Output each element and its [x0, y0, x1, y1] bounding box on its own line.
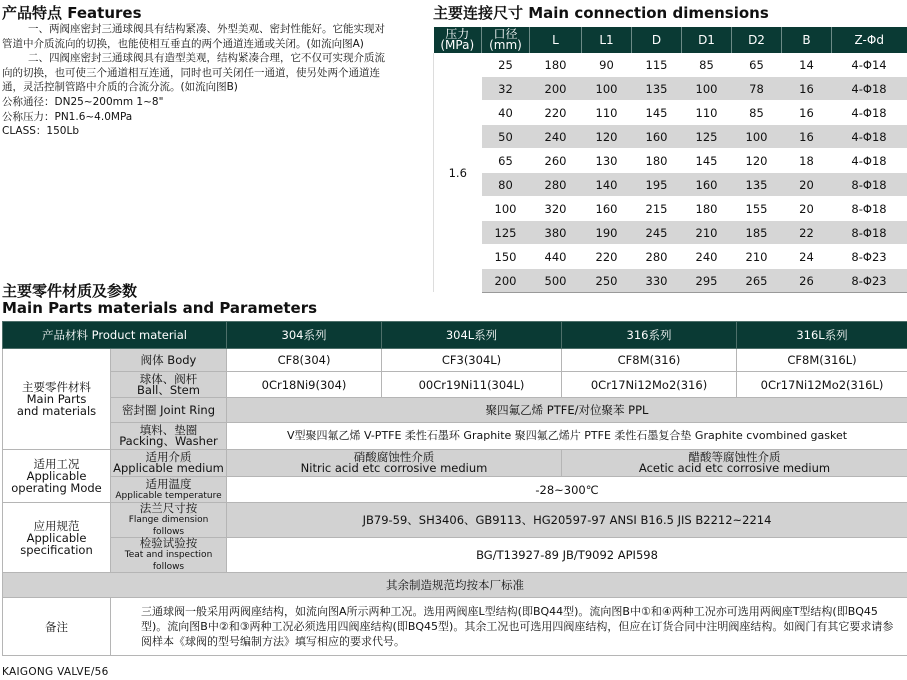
connection-row [434, 173, 907, 197]
connection-cell: 280 [632, 245, 682, 269]
connection-header-cell: L1 [582, 27, 632, 53]
medium-acetic: 醋酸等腐蚀性介质 Acetic acid etc corrosive medium [562, 450, 907, 477]
parts-title-en: Main Parts materials and Parameters [2, 299, 318, 317]
ball-label: 球体、阀杆 Ball、Stem [111, 372, 227, 398]
connection-row [434, 197, 907, 221]
footer-page-label: KAIGONG VALVE/56 [2, 666, 109, 678]
connection-row [434, 77, 907, 101]
body-row [3, 349, 907, 372]
connection-cell: 4-Φ18 [832, 101, 907, 125]
ring-value: 聚四氟乙烯 PTFE/对位聚苯 PPL [227, 398, 907, 423]
connection-cell: 265 [732, 269, 782, 293]
inspection-row [3, 538, 907, 573]
connection-cell: 80 [482, 173, 530, 197]
connection-cell: 120 [582, 125, 632, 149]
connection-cell: 180 [682, 197, 732, 221]
connection-row [434, 101, 907, 125]
connection-cell: 100 [732, 125, 782, 149]
connection-cell: 150 [482, 245, 530, 269]
connection-cell: 180 [632, 149, 682, 173]
connection-header-cell: D2 [732, 27, 782, 53]
connection-cell: 195 [632, 173, 682, 197]
connection-cell: 25 [482, 53, 530, 77]
connection-row [434, 149, 907, 173]
connection-cell: 440 [530, 245, 582, 269]
other-standards-row [3, 573, 907, 598]
connection-header-cell: Z-Φd [832, 27, 907, 53]
connection-cell: 50 [482, 125, 530, 149]
connection-cell: 24 [782, 245, 832, 269]
features-paragraph-1: 一、两阀座密封三通球阀具有结构紧凑、外型美观、密封性能好。它能实现对管道中介质流向的切换，也能使相互垂直的两个通道连通或关闭。(如流向图A) [2, 23, 385, 50]
connection-cell: 26 [782, 269, 832, 293]
connection-cell: 65 [482, 149, 530, 173]
connection-header-cell: D1 [682, 27, 732, 53]
connection-cell: 155 [732, 197, 782, 221]
connection-cell: 380 [530, 221, 582, 245]
connection-cell: 65 [732, 53, 782, 77]
connection-cell: 120 [732, 149, 782, 173]
connection-cell: 90 [582, 53, 632, 77]
connection-cell: 40 [482, 101, 530, 125]
ball-316: 0Cr17Ni12Mo2(316) [562, 372, 737, 398]
pressure-cell: 1.6 [434, 53, 482, 293]
connection-cell: 14 [782, 53, 832, 77]
connection-cell: 8-Φ18 [832, 197, 907, 221]
connection-cell: 32 [482, 77, 530, 101]
connection-cell: 125 [682, 125, 732, 149]
connection-cell: 4-Φ14 [832, 53, 907, 77]
connection-cell: 185 [732, 221, 782, 245]
connection-header-cell: 口径 (mm) [482, 27, 530, 53]
series-316-header: 316系列 [562, 322, 737, 349]
connection-cell: 110 [582, 101, 632, 125]
packing-value: V型聚四氟乙烯 V-PTFE 柔性石墨环 Graphite 聚四氟乙烯片 PTFE 柔性石墨复合垫 Graphite cvombined gasket [227, 423, 907, 450]
connection-cell: 295 [682, 269, 732, 293]
connection-cell: 18 [782, 149, 832, 173]
ball-row [3, 372, 907, 398]
connection-cell: 8-Φ23 [832, 269, 907, 293]
connection-cell: 145 [682, 149, 732, 173]
connection-cell: 140 [582, 173, 632, 197]
note-label: 备注 [3, 598, 111, 656]
flange-label-cn: 法兰尺寸按 [139, 501, 198, 515]
flange-row [3, 503, 907, 538]
connection-cell: 160 [632, 125, 682, 149]
connection-header-cell: 压力 (MPa) [434, 27, 482, 53]
connection-cell: 4-Φ18 [832, 125, 907, 149]
flange-label-en: Flange dimension follows [128, 515, 209, 537]
inspection-value: BG/T13927-89 JB/T9092 API598 [227, 538, 907, 573]
main-parts-group: 主要零件材料 Main Parts and materials [3, 349, 111, 450]
connection-cell: 110 [682, 101, 732, 125]
connection-cell: 100 [682, 77, 732, 101]
connection-header-cell: L [530, 27, 582, 53]
inspection-label-cn: 检验试验按 [139, 536, 198, 550]
connection-header-cell: D [632, 27, 682, 53]
operating-mode-group: 适用工况 Applicable operating Mode [3, 450, 111, 503]
connection-cell: 200 [530, 77, 582, 101]
connection-header-cell: B [782, 27, 832, 53]
features-body [2, 22, 394, 139]
connection-cell: 20 [782, 197, 832, 221]
connection-cell: 240 [682, 245, 732, 269]
connection-cell: 500 [530, 269, 582, 293]
body-304: CF8(304) [227, 349, 382, 372]
packing-label: 填料、垫圈 Packing、Washer [111, 423, 227, 450]
connection-cell: 4-Φ18 [832, 77, 907, 101]
connection-cell: 100 [582, 77, 632, 101]
body-304l: CF3(304L) [382, 349, 562, 372]
connection-cell: 85 [682, 53, 732, 77]
connection-cell: 20 [782, 173, 832, 197]
connection-cell: 125 [482, 221, 530, 245]
medium-row [3, 450, 907, 477]
connection-cell: 160 [682, 173, 732, 197]
connection-cell: 8-Φ18 [832, 173, 907, 197]
connection-cell: 22 [782, 221, 832, 245]
connection-cell: 215 [632, 197, 682, 221]
series-304-header: 304系列 [227, 322, 382, 349]
connection-cell: 180 [530, 53, 582, 77]
connection-cell: 115 [632, 53, 682, 77]
temperature-label [111, 477, 227, 503]
connection-cell: 85 [732, 101, 782, 125]
connection-header-row [434, 27, 907, 53]
connection-cell: 210 [732, 245, 782, 269]
product-material-header: 产品材料 Product material [3, 322, 227, 349]
connection-cell: 260 [530, 149, 582, 173]
connection-table [433, 27, 907, 293]
connection-cell: 16 [782, 125, 832, 149]
parts-table [2, 321, 907, 656]
connection-cell: 135 [732, 173, 782, 197]
connection-row [434, 125, 907, 149]
ring-row [3, 398, 907, 423]
parts-header-row [3, 322, 907, 349]
connection-cell: 4-Φ18 [832, 149, 907, 173]
connection-cell: 8-Φ23 [832, 245, 907, 269]
body-316l: CF8M(316L) [737, 349, 907, 372]
connection-cell: 245 [632, 221, 682, 245]
series-304l-header: 304L系列 [382, 322, 562, 349]
features-title: 产品特点 Features [2, 4, 142, 22]
ring-label: 密封圈 Joint Ring [111, 398, 227, 423]
connection-cell: 330 [632, 269, 682, 293]
connection-cell: 250 [582, 269, 632, 293]
connection-cell: 200 [482, 269, 530, 293]
connection-cell: 240 [530, 125, 582, 149]
temperature-row [3, 477, 907, 503]
connection-title: 主要连接尺寸 Main connection dimensions [433, 4, 769, 22]
body-316: CF8M(316) [562, 349, 737, 372]
connection-row [434, 221, 907, 245]
flange-value: JB79-59、SH3406、GB9113、HG20597-97 ANSI B16.5 JIS B2212~2214 [227, 503, 907, 538]
connection-cell: 16 [782, 77, 832, 101]
nominal-diameter: 公称通径：DN25~200mm 1~8" [2, 95, 164, 108]
connection-cell: 16 [782, 101, 832, 125]
connection-cell: 190 [582, 221, 632, 245]
note-row [3, 598, 907, 656]
parts-title-cn: 主要零件材质及参数 [2, 282, 138, 300]
connection-cell: 145 [632, 101, 682, 125]
connection-cell: 130 [582, 149, 632, 173]
connection-cell: 210 [682, 221, 732, 245]
class-rating: CLASS：150Lb [2, 125, 79, 138]
medium-label: 适用介质 Applicable medium [111, 450, 227, 477]
connection-cell: 220 [582, 245, 632, 269]
ball-304l: 00Cr19Ni11(304L) [382, 372, 562, 398]
specification-group: 应用规范 Applicable specification [3, 503, 111, 573]
inspection-label-en: Teat and inspection follows [124, 550, 213, 572]
connection-cell: 78 [732, 77, 782, 101]
connection-row [434, 245, 907, 269]
connection-row [434, 53, 907, 77]
temperature-label-en: Applicable temperature [115, 490, 222, 501]
medium-nitric: 硝酸腐蚀性介质 Nitric acid etc corrosive medium [227, 450, 562, 477]
note-text: 三通球阀一般采用两阀座结构，如流向图A所示两种工况。选用两阀座L型结构(即BQ44型)。流向图B中①和④两种工况亦可选用两阀座T型结构(即BQ45型)。流向图B中②和③两种工况必须选用四阀座结构(即BQ45型)。其余工况也可选用四阀座结构，但应在订货合同中注明阀座结构。如阀门有其它要求请参阅样本《球阀的型号编制方法》填写相应的要求代号。 [111, 598, 907, 656]
features-paragraph-2: 二、四阀座密封三通球阀具有造型美观，结构紧凑合理，它不仅可实现介质流向的切换，也可使三个通道相互连通，同时也可关闭任一通道，使另处两个通道连通，灵活控制管路中介质的合流分流。(如流向图B) [2, 52, 385, 94]
nominal-pressure: 公称压力：PN1.6~4.0MPa [2, 110, 133, 123]
series-316l-header: 316L系列 [737, 322, 907, 349]
ball-304: 0Cr18Ni9(304) [227, 372, 382, 398]
flange-label [111, 503, 227, 538]
connection-cell: 280 [530, 173, 582, 197]
body-label: 阀体 Body [111, 349, 227, 372]
connection-cell: 135 [632, 77, 682, 101]
connection-cell: 220 [530, 101, 582, 125]
temperature-label-cn: 适用温度 [145, 476, 192, 491]
parts-title [2, 283, 317, 317]
temperature-value: -28~300℃ [227, 477, 907, 503]
connection-cell: 8-Φ18 [832, 221, 907, 245]
connection-cell: 320 [530, 197, 582, 221]
other-standards: 其余制造规范均按本厂标准 [3, 573, 907, 598]
connection-cell: 160 [582, 197, 632, 221]
packing-row [3, 423, 907, 450]
connection-row [434, 269, 907, 293]
connection-cell: 100 [482, 197, 530, 221]
ball-316l: 0Cr17Ni12Mo2(316L) [737, 372, 907, 398]
inspection-label [111, 538, 227, 573]
